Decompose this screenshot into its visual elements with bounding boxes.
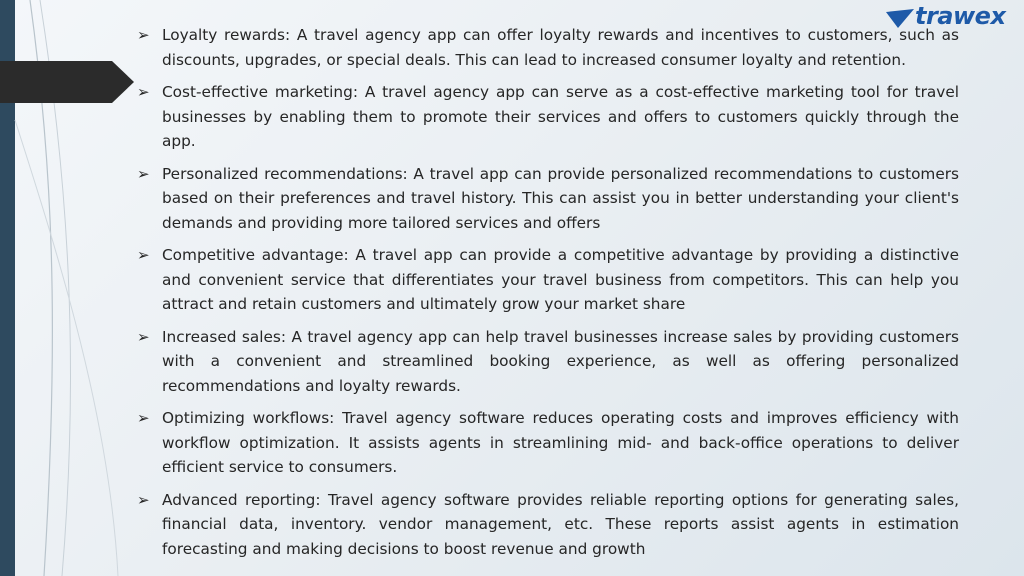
bullet-list [137,23,959,569]
bullet-text: Optimizing workflows: Travel agency software reduces operating costs and improves efficiency with workflow optimization. It assists agents in streamlining mid- and back-office operations to deliver efficient service to consumers. [162,409,959,476]
bullet-text: Personalized recommendations: A travel app can provide personalized recommendations to customers based on their preferences and travel history. This can assist you in better understanding your client's demands and providing more tailored services and offers [162,164,959,232]
bullet-text: Cost-effective marketing: A travel agency app can serve as a cost-effective marketing tool for travel businesses by enabling them to promote their services and offers to customers quickly through the app. [162,83,959,150]
bullet-item [137,243,959,317]
logo-text: trawex [915,2,1006,30]
bullet-text: Competitive advantage: A travel app can provide a competitive advantage by providing a distinctive and convenient service that differentiates your travel business from competitors. This can help you attract and retain customers and ultimately grow your market share [162,246,959,313]
bullet-item [137,23,959,72]
bullet-item [137,488,959,562]
arrow-bullet-icon: ➢ [137,490,150,509]
arrow-bullet-icon: ➢ [137,164,150,183]
bullet-item [137,406,959,480]
arrow-bullet-icon: ➢ [137,409,150,427]
bullet-text: Increased sales: A travel agency app can help travel businesses increase sales by providing customers with a convenient and streamlined booking experience, as well as offering personalized recommendations and loyalty rewards. [162,327,959,395]
arrow-tab-decoration [0,61,134,103]
arrow-bullet-icon: ➢ [137,327,150,346]
bullet-text: Loyalty rewards: A travel agency app can offer loyalty rewards and incentives to customers, such as discounts, upgrades, or special deals. This can lead to increased consumer loyalty and retention. [162,26,959,69]
bullet-item [137,80,959,154]
arrow-bullet-icon: ➢ [137,246,150,264]
bullet-text: Advanced reporting: Travel agency software provides reliable reporting options for generating sales, financial data, inventory. vendor management, etc. These reports assist agents in estimation forecasting and making decisions to boost revenue and growth [162,490,959,558]
arrow-bullet-icon: ➢ [137,83,150,101]
bullet-item [137,162,959,236]
arrow-bullet-icon: ➢ [137,26,150,44]
bullet-item [137,325,959,399]
